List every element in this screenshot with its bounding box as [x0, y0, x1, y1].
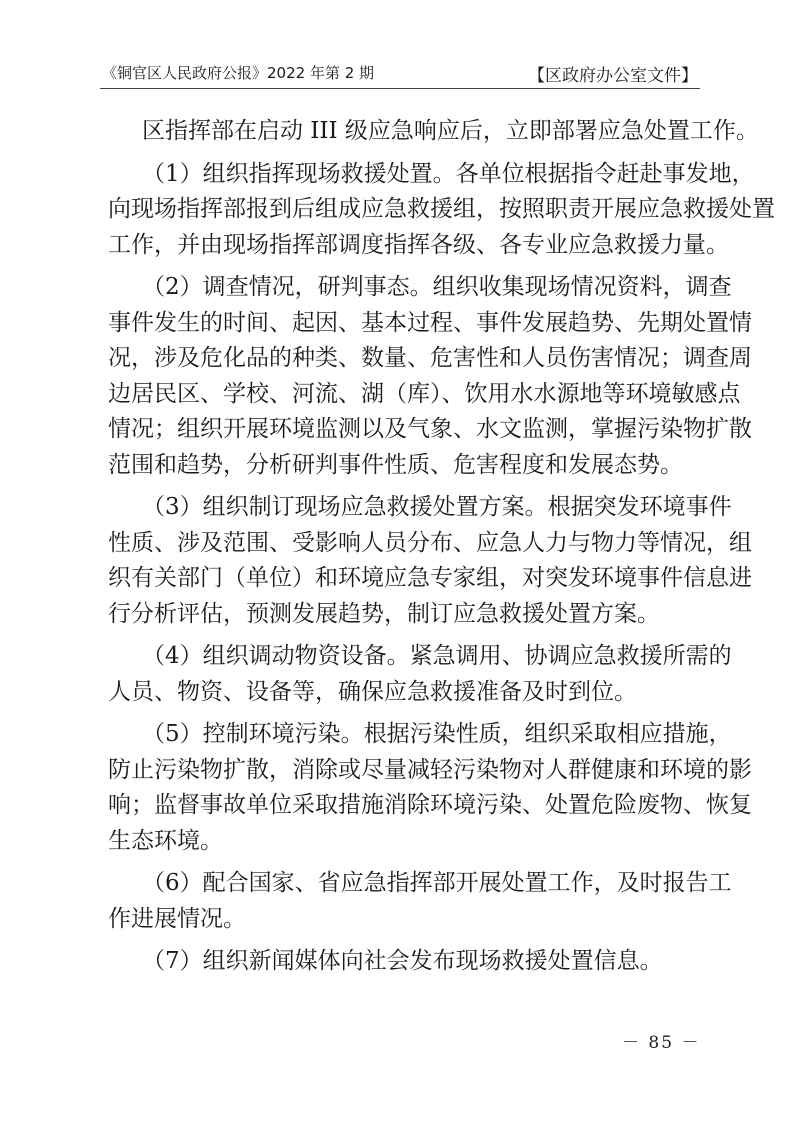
paragraph	[108, 157, 775, 264]
text-line: （4）组织调动物资设备。紧急调用、协调应急救援所需的	[142, 643, 732, 669]
text-line: 工作，并由现场指挥部调度指挥各级、各专业应急救援力量。	[108, 231, 729, 258]
text-line: 响；监督事故单位采取措施消除环境污染、处置危险废物、恢复	[108, 792, 752, 818]
paragraph	[108, 270, 752, 483]
paragraph	[108, 944, 690, 980]
header-publication-title: 《铜官区人民政府公报》2022 年第 2 期	[102, 64, 375, 82]
text-line: 生态环境。	[108, 827, 223, 854]
text-line: （7）组织新闻媒体向社会发布现场救援处置信息。	[142, 948, 663, 974]
text-line: （2）调查情况，研判事态。组织收集现场情况资料，调查	[142, 274, 732, 300]
paragraph	[108, 717, 752, 859]
text-line: 人员、物资、设备等，确保应急救援准备及时到位。	[108, 678, 637, 705]
text-line: 织有关部门（单位）和环境应急专家组，对突发环境事件信息进	[108, 565, 752, 591]
text-line: （3）组织制订现场应急救援处置方案。根据突发环境事件	[142, 494, 732, 520]
document-body	[108, 114, 775, 987]
text-line: （1）组织指挥现场救援处置。各单位根据指令赶赴事发地，	[142, 160, 755, 187]
text-line: 行分析评估，预测发展趋势，制订应急救援处置方案。	[108, 600, 660, 627]
text-line: 区指挥部在启动 III 级应急响应后，立即部署应急处置工作。	[142, 118, 759, 144]
text-line: （6）配合国家、省应急指挥部开展处置工作，及时报告工	[142, 870, 732, 896]
text-line: 防止污染物扩散，消除或尽量减轻污染物对人群健康和环境的影	[108, 756, 752, 783]
page-number: － 85 －	[622, 1033, 701, 1053]
text-line: 向现场指挥部报到后组成应急救援组，按照职责开展应急救援处置	[108, 196, 775, 222]
paragraph	[108, 114, 759, 150]
text-line: 性质、涉及范围、受影响人员分布、应急人力与物力等情况，组	[108, 529, 752, 556]
text-line: 范围和趋势，分析研判事件性质、危害程度和发展态势。	[108, 451, 683, 478]
text-line: 事件发生的时间、起因、基本过程、事件发展趋势、先期处置情	[108, 309, 752, 336]
text-line: 情况；组织开展环境监测以及气象、水文监测，掌握污染物扩散	[108, 416, 752, 442]
paragraph	[108, 866, 732, 937]
text-line: 边居民区、学校、河流、湖（库）、饮用水水源地等环境敏感点	[108, 380, 741, 407]
paragraph	[108, 639, 732, 710]
text-line: （5）控制环境污染。根据污染性质，组织采取相应措施，	[142, 721, 732, 747]
header-section-label: 【区政府办公室文件】	[528, 66, 698, 86]
paragraph	[108, 490, 752, 632]
text-line: 作进展情况。	[108, 905, 246, 932]
text-line: 况，涉及危化品的种类、数量、危害性和人员伤害情况；调查周	[108, 345, 752, 371]
header-divider	[100, 88, 700, 89]
